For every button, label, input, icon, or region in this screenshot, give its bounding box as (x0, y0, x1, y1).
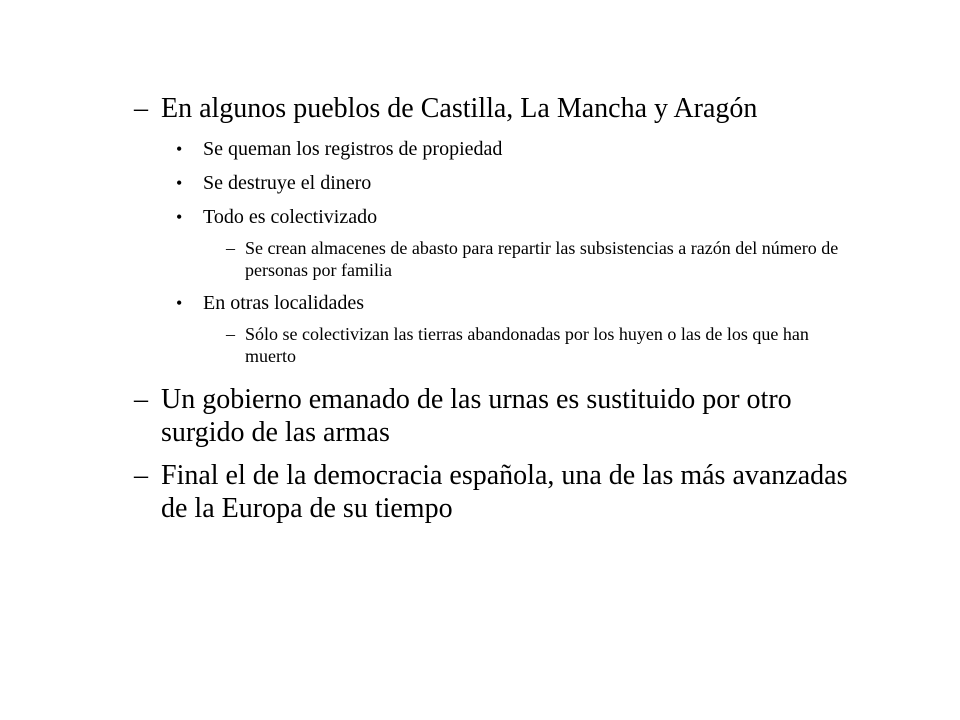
list-item-level2 (0, 205, 843, 229)
list-item-text: Final el de la democracia española, una de las más avanzadas de la Europa de su tiempo (161, 460, 848, 524)
list-item-level2 (0, 137, 843, 161)
dash-marker: – (134, 460, 148, 491)
list-item-level3 (0, 323, 845, 367)
list-item-level3 (0, 237, 845, 281)
dash-marker: – (134, 384, 148, 415)
list-item-text: Se queman los registros de propiedad (203, 138, 503, 160)
bullet-marker: • (176, 293, 183, 313)
list-item-level1 (0, 383, 851, 449)
list-item-text: En algunos pueblos de Castilla, La Mancha y Aragón (161, 93, 758, 124)
list-item-text: Un gobierno emanado de las urnas es sustituido por otro surgido de las armas (161, 384, 792, 448)
dash-marker: – (226, 324, 235, 344)
bullet-marker: • (176, 173, 183, 193)
list-item-text: En otras localidades (203, 292, 365, 314)
list-item-text: Se crean almacenes de abasto para repartir las subsistencias a razón del número de personas por familia (245, 238, 839, 280)
list-item-text: Sólo se colectivizan las tierras abandonadas por los huyen o las de los que han muerto (245, 324, 809, 366)
list-item-level1 (0, 459, 851, 525)
bullet-marker: • (176, 139, 183, 159)
list-item-level2 (0, 291, 843, 315)
dash-marker: – (134, 93, 148, 124)
list-item-text: Se destruye el dinero (203, 172, 372, 194)
list-item-level1 (0, 92, 851, 125)
bullet-list (0, 92, 960, 525)
list-item-level2 (0, 171, 843, 195)
list-item-text: Todo es colectivizado (203, 206, 378, 228)
dash-marker: – (226, 238, 235, 258)
bullet-marker: • (176, 207, 183, 227)
